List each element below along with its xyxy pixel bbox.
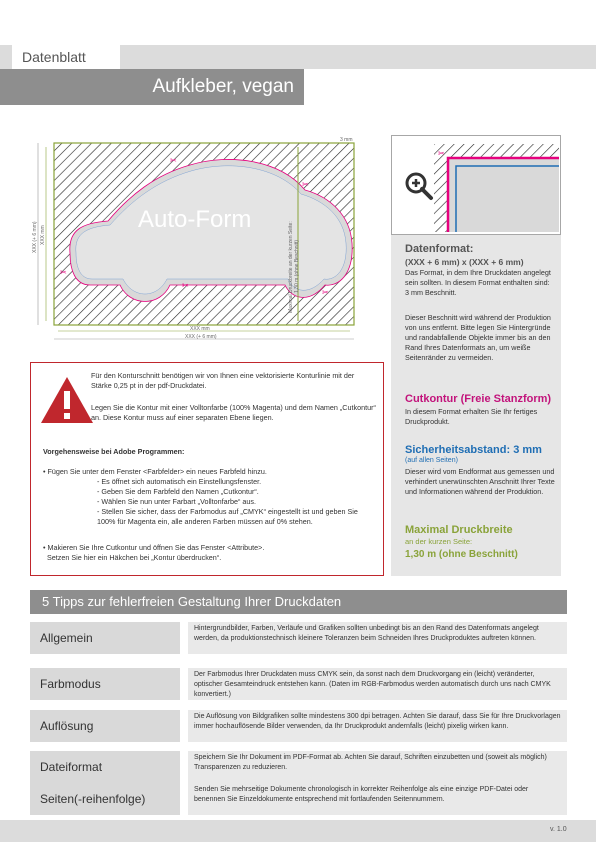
list-item: 100% für Magenta ein, alle anderen Farben müssen auf 0% stehen. <box>97 517 313 526</box>
svg-text:✂: ✂ <box>438 149 445 158</box>
zoom-in-icon <box>404 171 434 201</box>
list-item: • Makieren Sie Ihre Cutkontur und öffnen Sie das Fenster <Attribute>. <box>43 543 265 552</box>
max-width-label-2: 1,30 m (ohne Beschnitt) <box>294 239 300 293</box>
height-inner-label: XXX mm <box>40 225 46 245</box>
scissors-icon: ✂ <box>322 288 329 297</box>
width-outer-label: XXX (+ 6 mm) <box>185 334 217 340</box>
scissors-icon: ✂ <box>60 268 67 277</box>
sticker-template-drawing <box>30 135 370 345</box>
page-title: Aufkleber, vegan <box>0 69 304 105</box>
corner-lines-graphic <box>434 144 559 232</box>
tip-text-general: Hintergrundbilder, Farben, Verläufe und Grafiken sollten unbedingt bis an den Rand des Datenformats angelegt werden, da produktionstechnisch kleinere Toleranzen beim Schneiden Ihres Druckproduktes auftreten können. <box>188 622 567 654</box>
version-label: v. 1.0 <box>550 826 567 833</box>
contour-info-text: Für den Konturschnitt benötigen wir von Ihnen eine vektorisierte Konturlinie mit der Stärke 0,25 pt in der pdf-Druckdatei. <box>91 371 355 390</box>
overprint-instructions <box>43 543 373 563</box>
safety-margin-subheading: (auf allen Seiten) <box>405 457 458 464</box>
tip-label-page-order: Seiten(-reihenfolge) <box>30 783 180 815</box>
data-format-heading: Datenformat: <box>405 243 474 255</box>
tip-text-color-mode: Der Farbmodus Ihrer Druckdaten muss CMYK sein, da sonst nach dem Druckvorgang ein (leicht) veränderter, optischer Gesamteindruck entstehen kann. (Daten im RGB-Farbmodus werden automatisch durch uns nach CMYK konvertiert.) <box>188 668 567 700</box>
list-item: - Es öffnet sich automatisch ein Einstellungsfenster. <box>97 477 262 486</box>
max-print-width-heading: Maximal Druckbreite <box>405 524 513 536</box>
tip-label-file-format: Dateiformat <box>30 751 180 783</box>
tips-heading: 5 Tipps zur fehlerfreien Gestaltung Ihrer Druckdaten <box>30 590 567 614</box>
tip-text-file-format: Speichern Sie Ihr Dokument im PDF-Format ab. Achten Sie darauf, Schriften einzubetten und (soweit als möglich) Transparenzen zu reduzieren. <box>188 751 567 783</box>
scissors-icon: ✂ <box>302 180 309 189</box>
cut-contour-heading: Cutkontur (Freie Stanzform) <box>405 393 552 405</box>
safety-margin-heading: Sicherheitsabstand: 3 mm <box>405 444 542 456</box>
bleed-description: Dieser Beschnitt wird während der Produktion von uns entfernt. Bitte legen Sie Hintergründe und randabfallende Objekte immer bis an den Rand Ihres Datenformats an, um weiße Seitenränder zu vermeiden. <box>405 313 551 362</box>
contour-color-text: Legen Sie die Kontur mit einer Volltonfarbe (100% Magenta) und dem Namen „Cutkontur“ an. Diese Kontur muss auf einer separaten Ebene liegen. <box>91 403 376 422</box>
max-width-label-1: Maximal Druckbreite an der kurzen Seite: <box>288 221 294 313</box>
tip-label-color-mode: Farbmodus <box>30 668 180 700</box>
list-item: - Geben Sie dem Farbfeld den Namen „Cutkontur“. <box>97 487 259 496</box>
max-print-width-subheading: an der kurzen Seite: <box>405 537 473 546</box>
shape-label: Auto-Form <box>138 206 252 233</box>
cut-contour-description: In diesem Format erhalten Sie Ihr fertiges Druckprodukt. <box>405 407 538 426</box>
document-type-label: Datenblatt <box>12 45 120 69</box>
width-inner-label: XXX mm <box>190 326 210 332</box>
tip-label-general: Allgemein <box>30 622 180 654</box>
list-item: - Wählen Sie nun unter Farbart „Volltonfarbe“ aus. <box>97 497 257 506</box>
scissors-icon: ✂ <box>170 156 177 165</box>
height-outer-label: XXX (+ 6 mm) <box>32 221 38 253</box>
data-format-size: (XXX + 6 mm) x (XXX + 6 mm) <box>405 257 524 267</box>
adobe-procedure-heading: Vorgehensweise bei Adobe Programmen: <box>43 447 185 456</box>
max-print-width-value: 1,30 m (ohne Beschnitt) <box>405 549 518 560</box>
warning-icon <box>39 375 95 425</box>
list-item: Setzen Sie hier ein Häkchen bei „Kontur überdrucken“. <box>47 553 222 562</box>
footer-band <box>0 820 596 842</box>
adobe-steps-list <box>43 467 381 527</box>
list-item: • Fügen Sie unter dem Fenster <Farbfelder> ein neues Farbfeld hinzu. <box>43 467 267 476</box>
corner-detail-box <box>391 135 561 235</box>
tip-label-resolution: Auflösung <box>30 710 180 742</box>
safety-margin-description: Dieser wird vom Endformat aus gemessen und verhindert unerwünschten Anschnitt Ihrer Texte und Informationen während der Produktion. <box>405 467 555 496</box>
scissors-icon: ✂ <box>182 281 189 290</box>
tip-text-resolution: Die Auflösung von Bildgrafiken sollte mindestens 300 dpi betragen. Achten Sie darauf, dass Sie für Ihre Druckvorlagen immer hochauflösende Bilder verwenden, da Ihr Druckprodukt andernfalls (leicht) pixelig wirken kann. <box>188 710 567 742</box>
list-item: - Stellen Sie sicher, dass der Farbmodus auf „CMYK“ eingestellt ist und geben Sie <box>97 507 358 516</box>
data-format-description: Das Format, in dem Ihre Druckdaten angelegt sein sollten. In diesem Format enthalten sind: 3 mm Beschnitt. <box>405 268 551 297</box>
tip-text-page-order: Senden Sie mehrseitige Dokumente chronologisch in korrekter Reihenfolge als eine einzige PDF-Datei oder benennen Sie Einzeldokumente entsprechend mit fortlaufenden Seitennummern. <box>188 783 567 815</box>
contour-instructions-box <box>30 362 384 576</box>
format-info-column <box>391 235 561 576</box>
corner-zoom-panel <box>434 144 559 232</box>
bleed-corner-label: 3 mm <box>340 137 353 143</box>
